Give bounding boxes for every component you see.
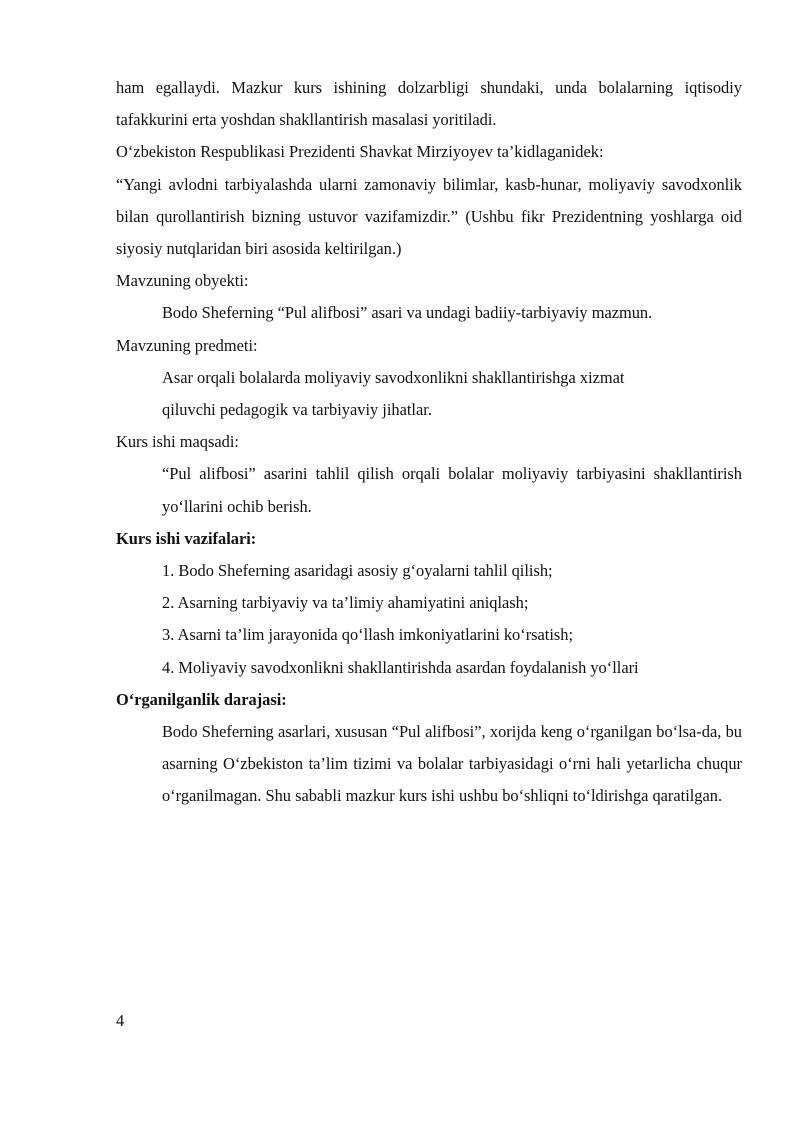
goal-label: Kurs ishi maqsadi: <box>116 432 239 452</box>
task-item: 1. Bodo Sheferning asaridagi asosiy g‘oyalarni tahlil qilish; <box>162 561 553 581</box>
tasks-list <box>116 555 742 684</box>
president-intro: O‘zbekiston Respublikasi Prezidenti Shavkat Mirziyoyev ta’kidlaganidek: <box>116 142 604 162</box>
task-item: 4. Moliyaviy savodxonlikni shakllantirishda asardan foydalanish yo‘llari <box>162 657 639 677</box>
president-quote: “Yangi avlodni tarbiyalashda ularni zamonaviy bilimlar, kasb-hunar, moliyaviy savodxonlik bilan qurollantirish bizning ustuvor vazifamizdir.” (Ushbu fikr Prezidentning yoshlarga oid siyosiy nutqlaridan biri asosida keltirilgan.) <box>116 174 742 259</box>
document-page <box>116 72 742 813</box>
goal-text: “Pul alifbosi” asarini tahlil qilish orqali bolalar moliyaviy tarbiyasini shakllantirish yo‘llarini ochib berish. <box>162 464 742 516</box>
tasks-heading: Kurs ishi vazifalari: <box>116 528 257 548</box>
subject-label: Mavzuning predmeti: <box>116 335 258 355</box>
subject-text: Asar orqali bolalarda moliyaviy savodxonlikni shakllantirishga xizmat qiluvchi pedagogik va tarbiyaviy jihatlar. <box>162 367 625 420</box>
object-label: Mavzuning obyekti: <box>116 271 249 291</box>
study-text: Bodo Sheferning asarlari, xususan “Pul alifbosi”, xorijda keng o‘rganilgan bo‘lsa-da, bu asarning O‘zbekiston ta’lim tizimi va bolalar tarbiyasidagi o‘rni hali yetarlicha chuqur o‘rganilmagan. Shu sababli mazkur kurs ishi ushbu bo‘shliqni to‘ldirishga qaratilgan. <box>162 722 742 806</box>
intro-paragraph: ham egallaydi. Mazkur kurs ishining dolzarbligi shundaki, unda bolalarning iqtisodiy tafakkurini erta yoshdan shakllantirish masalasi yoritiladi. <box>116 78 742 130</box>
task-item: 3. Asarni ta’lim jarayonida qo‘llash imkoniyatlarini ko‘rsatish; <box>162 625 574 645</box>
study-heading: O‘rganilganlik darajasi: <box>116 689 287 709</box>
task-item: 2. Asarning tarbiyaviy va ta’limiy ahamiyatini aniqlash; <box>162 593 529 613</box>
page-number: 4 <box>116 1011 125 1030</box>
object-text: Bodo Sheferning “Pul alifbosi” asari va undagi badiiy-tarbiyaviy mazmun. <box>162 303 653 323</box>
